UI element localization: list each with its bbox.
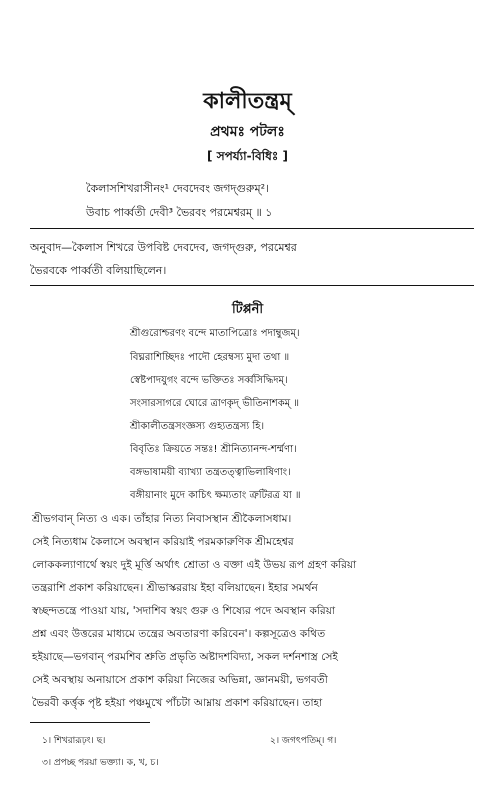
divider-rule (30, 228, 474, 229)
commentary-line: হইয়াছে—ভগবান্ পরমশিব শ্রুতি প্রভৃতি অষ্টাদশবিদ্যা, সকল দর্শনশাস্ত্র সেই (32, 651, 338, 663)
commentary-line: তন্ত্ররাশি প্রকাশ করিয়াছেন। শ্রীভাস্কররায় ইহা বলিয়াছেন। ইহার সমর্থন (32, 582, 318, 594)
tippani-verse-line: শ্রীগুরোশ্চরণং বন্দে মাতাপিত্রোঃ পদাম্বুজম্। (130, 328, 300, 339)
page-title: কালীতন্ত্রম্ (203, 89, 292, 114)
tippani-verse-line: বিঘ্নরাশিচ্ছিদঃ পাদৌ হেরম্বস্য মুদা তথা ॥ (130, 352, 290, 363)
tippani-verse-line: সংসারসাগরে ঘোরে ত্রাণকৃদ্ ভীতিনাশকম্ ॥ (130, 398, 300, 409)
chapter-heading: প্রথমঃ পটলঃ (210, 124, 285, 140)
commentary-line: সেই অবস্থায় অনায়াসে প্রকাশ করিয়া নিজের অভিন্না, জ্ঞানময়ী, ভগবতী (32, 674, 328, 686)
footnote-2: ২। জগৎপতিম্। গ। (270, 736, 337, 746)
footnote-3: ৩। প্রপচ্ছ পরয়া ভক্ত্যা। ক, খ, চ। (42, 758, 159, 768)
tippani-verse-line: বঙ্গীয়ানাং মুদে কাচিৎ ক্ষম্যতাং ত্রুটিরত্র যা ॥ (130, 490, 301, 501)
translation-line-2: ভৈরবকে পার্ব্বতী বলিয়াছিলেন। (30, 264, 167, 277)
commentary-line: প্রশ্ন এবং উত্তরের মাধ্যমে তন্ত্রের অবতারণা করিবেন'। কল্পসূত্রেও কথিত (32, 628, 326, 640)
tippani-verse-line: স্বেষ্টপাদযুগং বন্দে ভক্তিতঃ সর্ব্বসিদ্ধিদম্। (130, 375, 288, 386)
commentary-line: সেই নিত্যধাম কৈলাসে অবস্থান করিয়াই পরমকারুণিক শ্রীমহেশ্বর (32, 536, 294, 548)
commentary-line: স্বচ্ছন্দতন্ত্রে পাওয়া যায়, 'সদাশিব স্বয়ং গুরু ও শিষ্যের পদে অবস্থান করিয়া (32, 605, 336, 617)
tippani-heading: টিপ্পনী (231, 302, 264, 317)
commentary-line: ভৈরবী কর্ত্তৃক পৃষ্ট হইয়া পঞ্চমুখে পাঁচটা আম্নায় প্রকাশ করিয়াছেন। তাহা (32, 697, 323, 709)
footnote-rule (30, 722, 150, 723)
commentary-line: লোককল্যাণার্থে স্বয়ং দুই মূর্ত্তি অর্থাৎ শ্রোতা ও বক্তা এই উভয় রূপ গ্রহণ করিয়া (32, 559, 357, 571)
verse-line-1: কৈলাসশিখরাসীনং¹ দেবদেবং জগদ্‌গুরুম্²। (86, 182, 269, 195)
section-heading: [ সপর্য্যা-বিধিঃ ] (207, 149, 288, 163)
footnote-1: ১। শিখরারূঢ়ং। ছ। (42, 736, 106, 746)
translation-line-1: অনুবাদ—কৈলাস শিখরে উপবিষ্ট দেবদেব, জগদ্‌গুরু, পরমেশ্বর (30, 241, 297, 254)
commentary-line: শ্রীভগবান্ নিত্য ও এক। তাঁহার নিত্য নিবাসস্থান শ্রীকৈলাসধাম। (32, 513, 292, 525)
tippani-verse-line: শ্রীকালীতন্ত্রসংজ্ঞস্য গুহ্যতন্ত্রস্য হি। (130, 421, 265, 432)
divider-rule (30, 285, 474, 286)
tippani-verse-line: বঙ্গভাষাময়ী ব্যাখ্যা তন্ত্রতত্ত্বাভিলাষিণাং। (130, 467, 291, 478)
verse-line-2: উবাচ পার্ব্বতী দেবী³ ভৈরবং পরমেশ্বরম্ ॥ ১ (86, 206, 273, 219)
tippani-verse-line: বিবৃতিঃ ক্রিয়তে সন্তঃ! শ্রীনিত্যানন্দ-শর্ম্মণা। (130, 444, 297, 455)
